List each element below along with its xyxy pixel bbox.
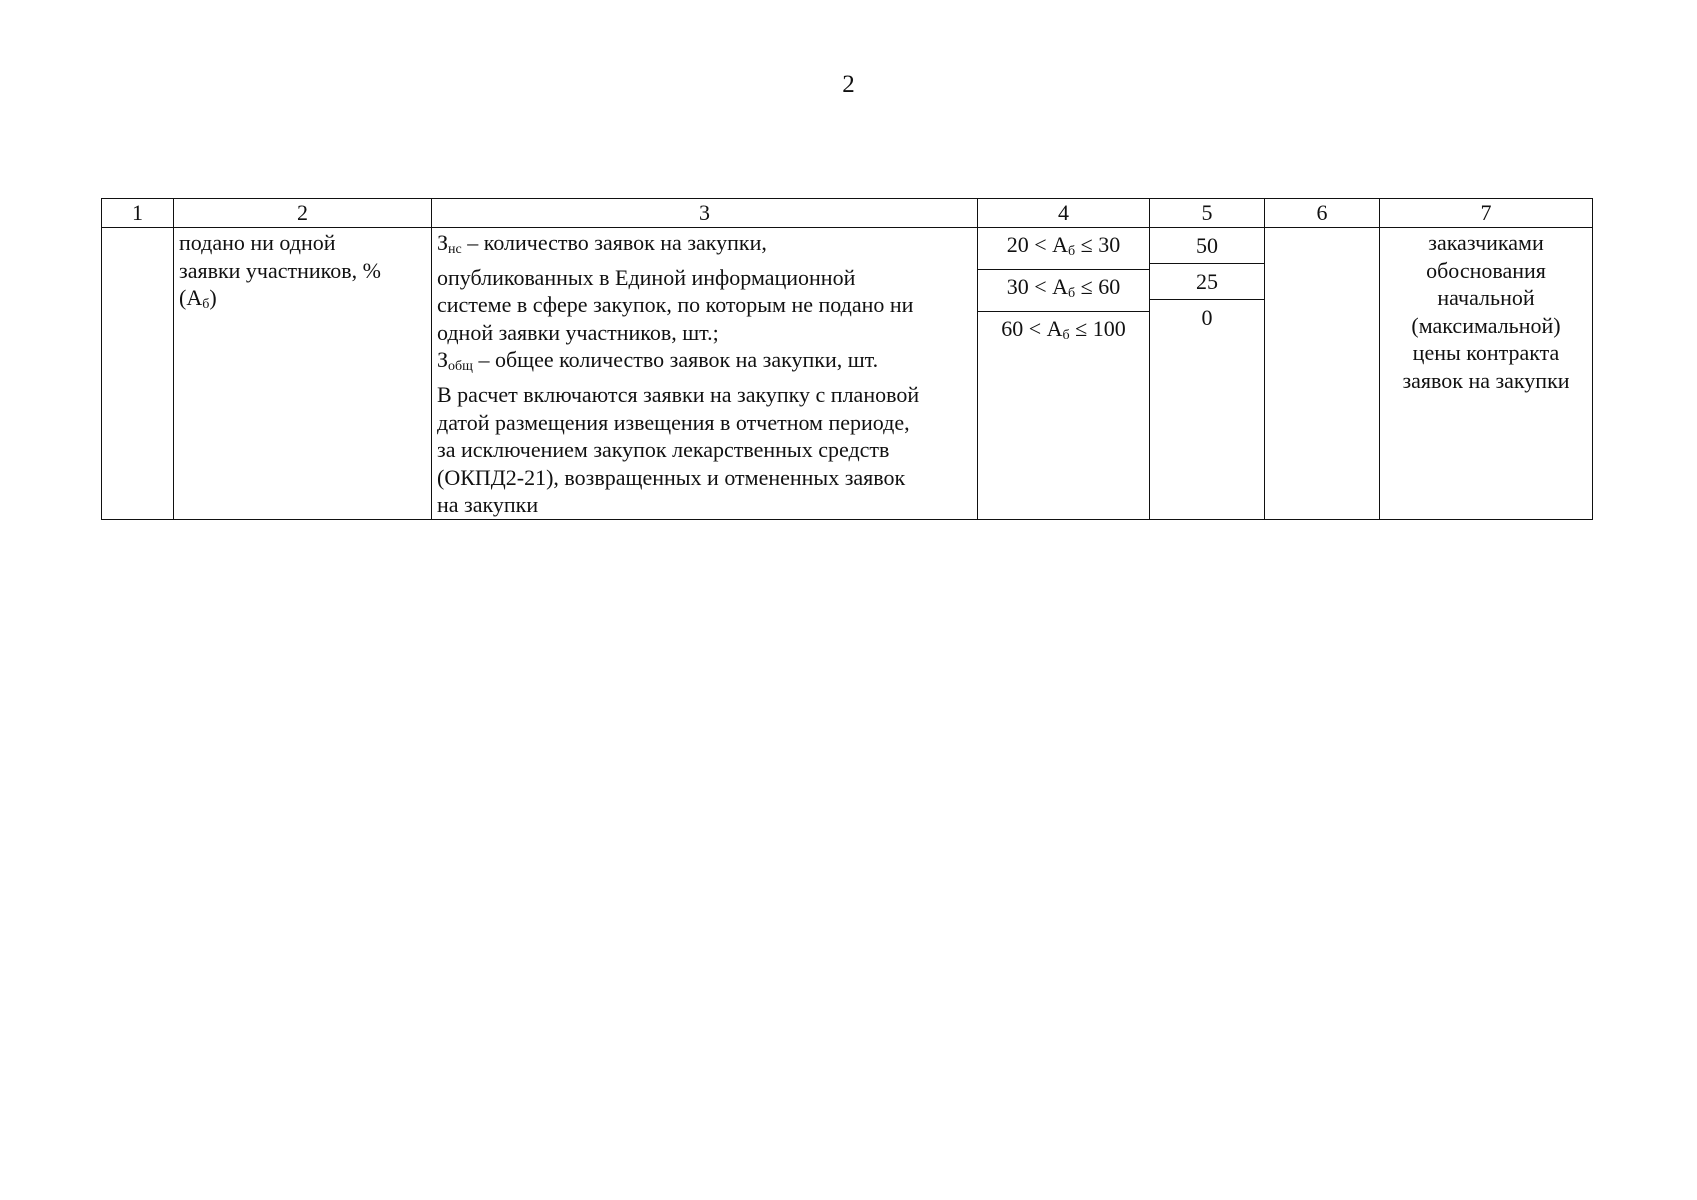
header-row [102, 199, 1593, 228]
source-line: (максимальной) [1411, 312, 1561, 338]
source-line: начальной [1437, 285, 1535, 311]
indicator-name-line: подано ни одной [179, 230, 336, 255]
score-item: 50 [1150, 228, 1264, 264]
description-line: $З_{нс}$ – количество заявок на закупки, [437, 230, 767, 257]
indicator-table [101, 198, 1593, 520]
description-line: $З_{общ}$ – общее количество заявок на закупки, шт. [437, 347, 879, 375]
cell-indicator-name [174, 228, 432, 520]
description-line: (ОКПД2-21), возвращенных и отмененных заявок [437, 464, 906, 490]
description-line: датой размещения извещения в отчетном периоде, [437, 409, 910, 435]
source-line: обоснования [1426, 257, 1546, 283]
description-line: опубликованных в Единой информационной [437, 264, 856, 290]
header-cell-1: 1 [102, 199, 174, 228]
indicator-name-line: заявки участников, % [179, 257, 381, 283]
description-line: системе в сфере закупок, по которым не подано ни [437, 292, 914, 318]
scores-list [1150, 228, 1264, 335]
source-line: заказчиками [1428, 230, 1544, 255]
source-line: заявок на закупки [1402, 367, 1570, 393]
header-cell-4: 4 [978, 199, 1150, 228]
score-item: 25 [1150, 264, 1264, 300]
header-cell-7: 7 [1380, 199, 1593, 228]
ranges-list [978, 228, 1149, 353]
header-cell-5: 5 [1150, 199, 1265, 228]
header-cell-6: 6 [1265, 199, 1380, 228]
indicator-row [102, 228, 1593, 520]
description-line: на закупки [437, 492, 539, 518]
header-cell-2: 2 [174, 199, 432, 228]
score-item: 0 [1201, 304, 1213, 330]
description-line: за исключением закупок лекарственных средств [437, 437, 890, 463]
cell-number [102, 228, 174, 520]
range-item: $30 < А_б \le 60$ [978, 270, 1149, 312]
indicator-symbol: $(А_б)$ [179, 285, 217, 313]
cell-value-ranges [978, 228, 1150, 520]
cell-scores [1150, 228, 1265, 520]
cell-column-6 [1265, 228, 1380, 520]
header-cell-3: 3 [432, 199, 978, 228]
description-line: В расчет включаются заявки на закупку с плановой [437, 381, 920, 407]
range-item: $20 < А_б \le 30$ [978, 228, 1149, 270]
range-item: $60 < А_б \le 100$ [1001, 316, 1126, 343]
cell-data-source [1380, 228, 1593, 520]
page-number: 2 [842, 71, 855, 98]
description-line: одной заявки участников, шт.; [437, 319, 719, 345]
cell-formula-description [432, 228, 978, 520]
source-line: цены контракта [1412, 340, 1560, 366]
